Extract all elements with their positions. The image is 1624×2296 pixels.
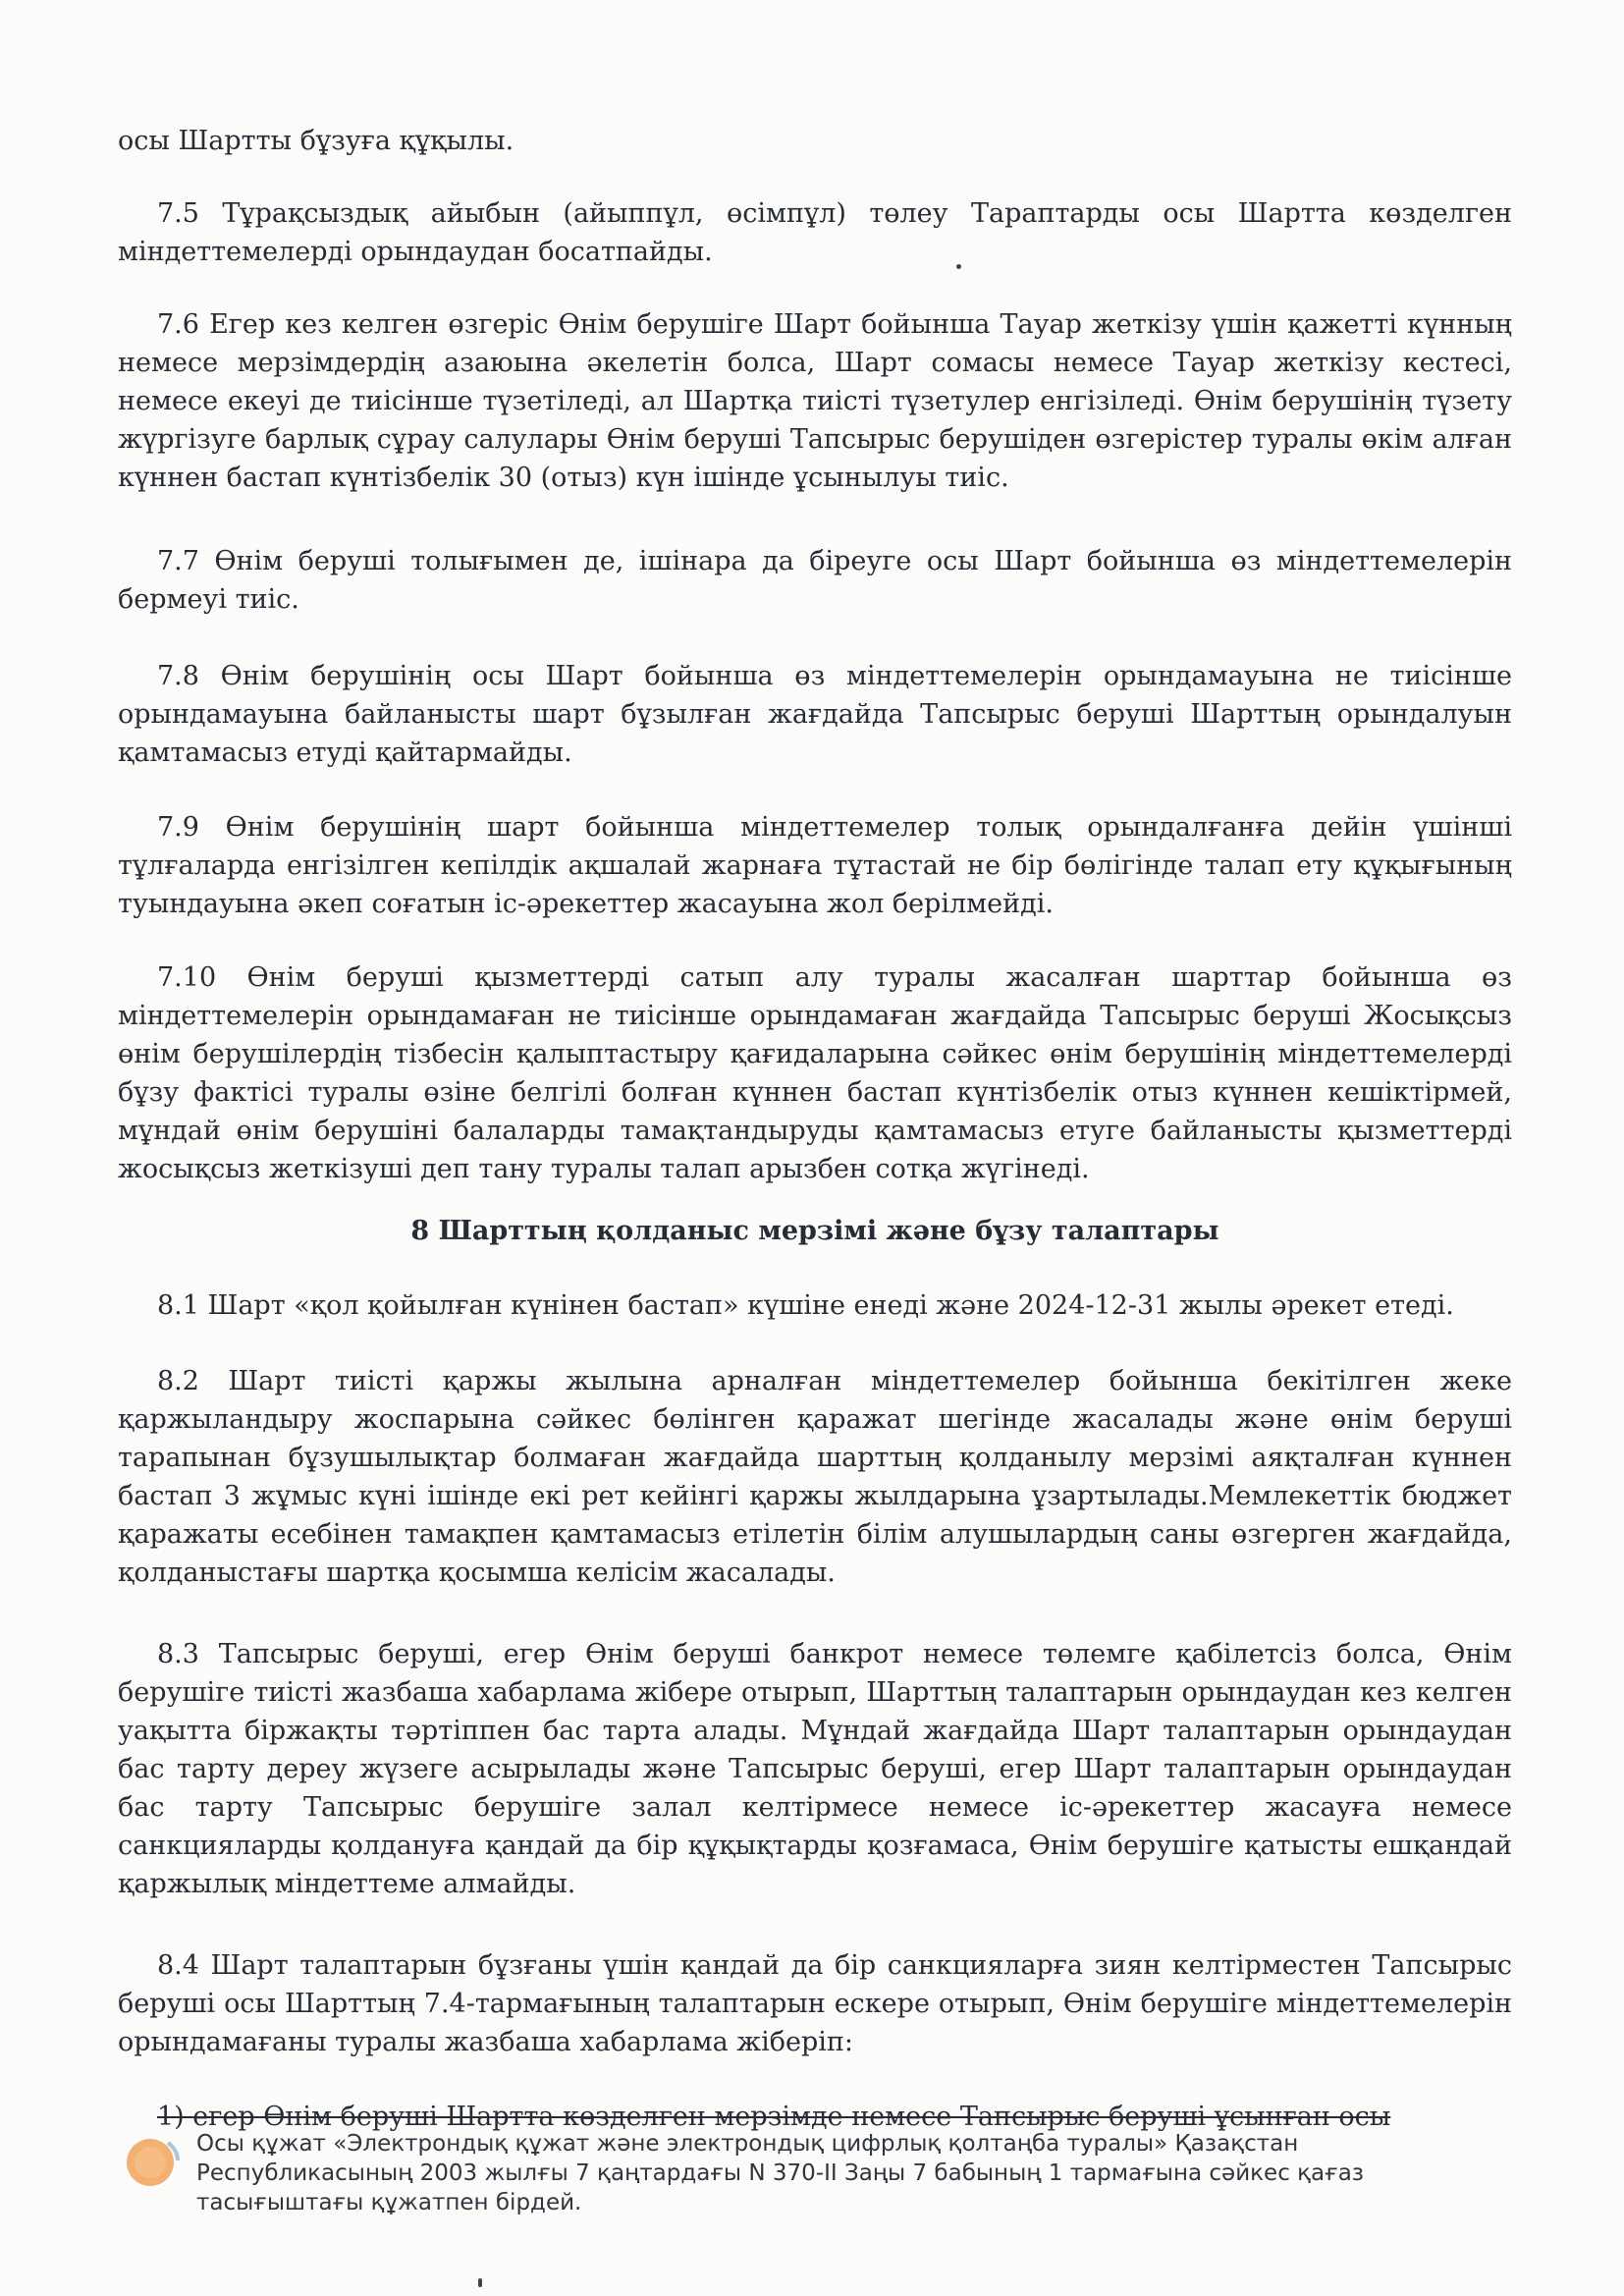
paragraph-7-10: 7.10 Өнім беруші қызметтерді сатып алу туралы жасалған шарттар бойынша өз міндеттемелерін орындамаған не тиісінше орындамаған жағдайда Тапсырыс беруші Жосықсыз өнім берушілердің тізбесін қалыптастыру қағидаларына сәйкес өнім берушінің міндеттемелерді бұзу фактісі туралы өзіне белгілі болған күннен бастап күнтізбелік отыз күннен кешіктірмей, мұндай өнім берушіні балаларды тамақтандыруды қамтамасыз етуге байланысты қызметтерді жосықсыз жеткізуші деп тану туралы талап арызбен сотқа жүгінеді. [118,962,1512,1184]
paragraph-8-4: 8.4 Шарт талаптарын бұзғаны үшін қандай да бір санкцияларға зиян келтірместен Тапсырыс беруші осы Шарттың 7.4-тармағының талаптарын ескере отырып, Өнім берушіге міндеттемелерін орындамағаны туралы жазбаша хабарлама жіберіп: [118,1950,1512,2057]
paragraph-8-1: 8.1 Шарт «қол қойылған күнінен бастап» күшіне енеді және 2024-12-31 жылы әрекет етеді. [157,1290,1454,1321]
scan-speck [478,2278,482,2287]
section-heading-8: 8 Шарттың қолданыс мерзімі және бұзу талаптары [410,1216,1219,1246]
paragraph-continued: осы Шартты бұзуға құқылы. [118,126,514,156]
legal-footer-note: Осы құжат «Электрондық құжат және электрондық цифрлық қолтаңба туралы» Қазақстан Республикасының 2003 жылғы 7 қаңтардағы N 370-II Заңы 7 бабының 1 тармағына сәйкес қағаз тасығыштағы құжатпен бірдей. [196,2131,1365,2215]
paragraph-8-3: 8.3 Тапсырыс беруші, егер Өнім беруші банкрот немесе төлемге қабілетсіз болса, Өнім берушіге тиісті жазбаша хабарлама жібере отырып, Шарттың талаптарын орындаудан кез келген уақытта біржақты тәртіппен бас тарта алады. Мұндай жағдайда Шарт талаптарын орындаудан бас тарту дереу жүзеге асырылады және Тапсырыс беруші, егер Шарт талаптарын орындаудан бас тарту Тапсырыс берушіге залал келтірмесе немесе іс-әрекеттер жасауға немесе санкцияларды қолдануға қандай да бір құқықтарды қозғамаса, Өнім берушіге қатысты ешқандай қаржылық міндеттеме алмайды. [118,1639,1512,1899]
paragraph-7-7: 7.7 Өнім беруші толығымен де, ішінара да біреуге осы Шарт бойынша өз міндеттемелерін бермеуі тиіс. [118,546,1512,615]
paragraph-7-9: 7.9 Өнім берушінің шарт бойынша міндеттемелер толық орындалғанға дейін үшінші тұлғаларда енгізілген кепілдік ақшалай жарнаға тұтастай не бір бөлігінде талап ету құқығының туындауына әкеп соғатын іс-әрекеттер жасауына жол берілмейді. [118,812,1512,919]
scan-speck [956,264,961,269]
egov-stamp-icon [125,2129,186,2190]
paragraph-8-4-item-1: 1) егер Өнім беруші Шартта көзделген мерзімде немесе Тапсырыс беруші ұсынған осы [157,2102,1391,2132]
paragraph-7-6: 7.6 Егер кез келген өзгеріс Өнім берушіге Шарт бойынша Тауар жеткізу үшін қажетті күнның немесе мерзімдердің азаюына әкелетін болса, Шарт сомасы немесе Тауар жеткізу кестесі, немесе екеуі де тиісінше түзетіледі, ал Шартқа тиісті түзетулер енгізіледі. Өнім берушінің түзету жүргізуге барлық сұрау салулары Өнім беруші Тапсырыс берушіден өзгерістер туралы өкім алған күннен бастап күнтізбелік 30 (отыз) күн ішінде ұсынылуы тиіс. [118,309,1512,493]
paragraph-8-2: 8.2 Шарт тиісті қаржы жылына арналған міндеттемелер бойынша бекітілген жеке қаржыландыру жоспарына сәйкес бөлінген қаражат шегінде жасалады және өнім беруші тарапынан бұзушылықтар болмаған жағдайда шарттың қолданылу мерзімі аяқталған күннен бастап 3 жұмыс күні ішінде екі рет кейінгі қаржы жылдарына ұзартылады.Мемлекеттік бюджет қаражаты есебінен тамақпен қамтамасыз етілетін білім алушылардың саны өзгерген жағдайда, қолданыстағы шартқа қосымша келісім жасалады. [118,1366,1512,1588]
paragraph-7-5: 7.5 Тұрақсыздық айыбын (айыппұл, өсімпұл) төлеу Тараптарды осы Шартта көзделген міндеттемелерді орындаудан босатпайды. [118,198,1512,267]
paragraph-7-8: 7.8 Өнім берушінің осы Шарт бойынша өз міндеттемелерін орындамауына не тиісінше орындамауына байланысты шарт бұзылған жағдайда Тапсырыс беруші Шарттың орындалуын қамтамасыз етуді қайтармайды. [118,661,1512,768]
